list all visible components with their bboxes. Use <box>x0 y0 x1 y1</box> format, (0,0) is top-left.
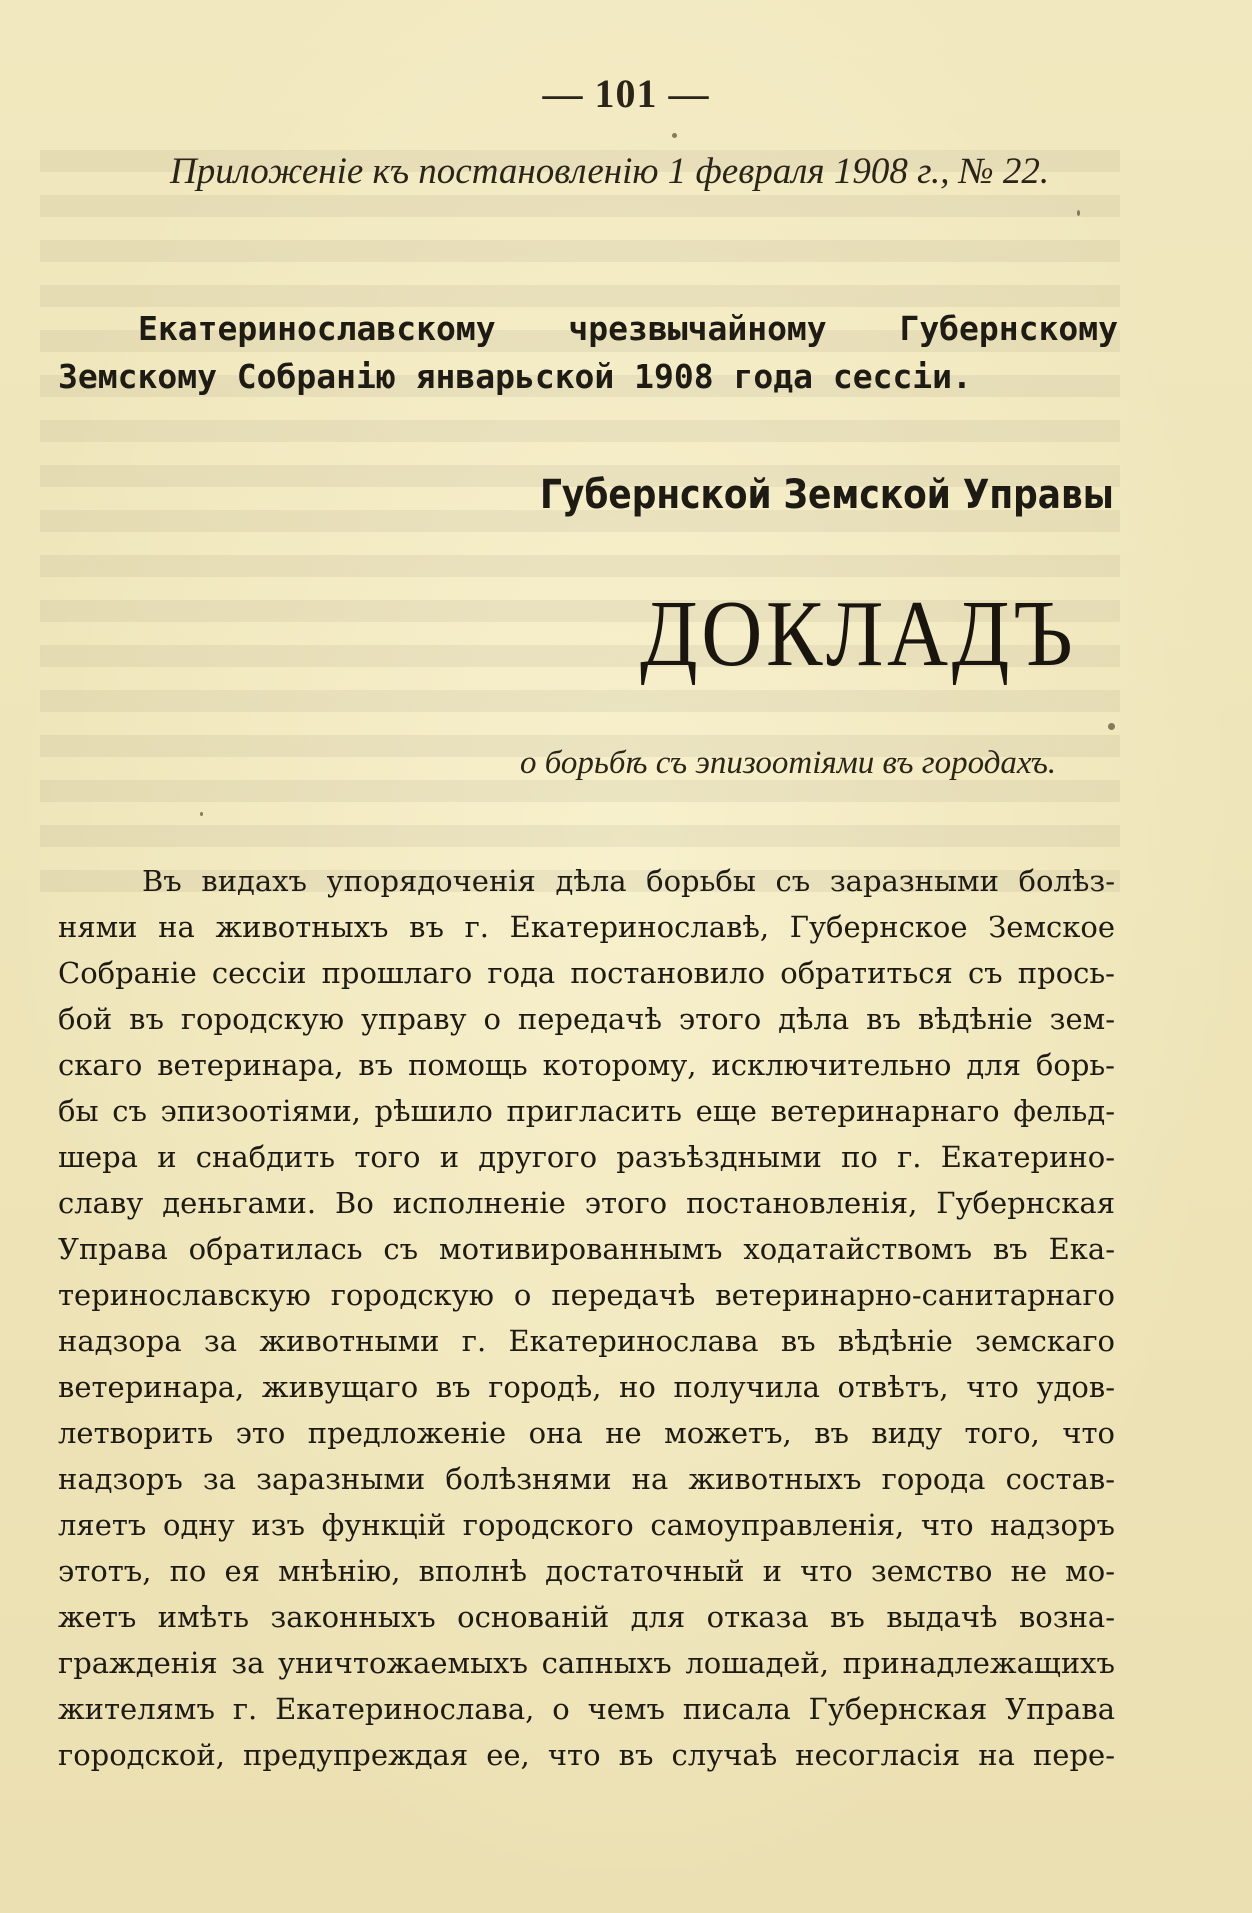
body-line: славу деньгами. Во исполненіе этого постановленія, Губернская <box>58 1186 1115 1220</box>
body-line: Собраніе сессіи прошлаго года постановило обратиться съ прось- <box>58 956 1115 990</box>
body-line: надзоръ за заразными болѣзнями на животныхъ города состав- <box>58 1462 1115 1496</box>
body-line: надзора за животными г. Екатеринослава въ вѣдѣніе земскаго <box>58 1324 1115 1358</box>
body-paragraph <box>58 858 1115 1778</box>
authority-heading: Губернской Земской Управы <box>540 472 1114 518</box>
body-line: Въ видахъ упорядоченія дѣла борьбы съ заразными болѣз- <box>142 864 1115 898</box>
body-line: летворить это предложеніе она не можетъ, въ виду того, что <box>58 1416 1115 1450</box>
body-line: скаго ветеринара, въ помощь которому, исключительно для борь- <box>58 1048 1115 1082</box>
bleed-through-texture <box>40 150 1120 910</box>
body-line: бы съ эпизоотіями, рѣшило пригласить еще ветеринарнаго фельд- <box>58 1094 1115 1128</box>
body-line: ветеринара, живущаго въ городѣ, но получила отвѣтъ, что удов- <box>58 1370 1115 1404</box>
body-line: этотъ, по ея мнѣнію, вполнѣ достаточный и что земство не мо- <box>58 1554 1115 1588</box>
body-line: бой въ городскую управу о передачѣ этого дѣла въ вѣдѣніе зем- <box>58 1002 1115 1036</box>
body-line: жителямъ г. Екатеринослава, о чемъ писала Губернская Управа <box>58 1692 1115 1726</box>
body-line: гражденія за уничтожаемыхъ сапныхъ лошадей, принадлежащихъ <box>58 1646 1115 1680</box>
body-line: Управа обратилась съ мотивированнымъ ходатайствомъ въ Ека- <box>58 1232 1115 1266</box>
addressee-heading: Екатеринославскому чрезвычайному Губернскому Земскому Собранію январьской 1908 года сессіи. <box>58 309 1118 396</box>
appendix-note: Приложеніе къ постановленію 1 февраля 1908 г., № 22. <box>170 151 1050 192</box>
body-line: жетъ имѣть законныхъ основаній для отказа въ выдачѣ возна- <box>58 1600 1115 1634</box>
body-line: нями на животныхъ въ г. Екатеринославѣ, Губернское Земское <box>58 910 1115 944</box>
document-title: ДОКЛАДЪ <box>640 582 1077 686</box>
document-subtitle: о борьбѣ съ эпизоотіями въ городахъ. <box>520 745 1057 781</box>
body-line: ляетъ одну изъ функцій городского самоуправленія, что надзоръ <box>58 1508 1115 1542</box>
body-line: теринославскую городскую о передачѣ ветеринарно-санитарнаго <box>58 1278 1115 1312</box>
page-number: — 101 — <box>542 71 710 116</box>
body-line: шера и снабдить того и другого разъѣздными по г. Екатерино- <box>58 1140 1115 1174</box>
body-line: городской, предупреждая ее, что въ случаѣ несогласія на пере- <box>58 1738 1115 1772</box>
